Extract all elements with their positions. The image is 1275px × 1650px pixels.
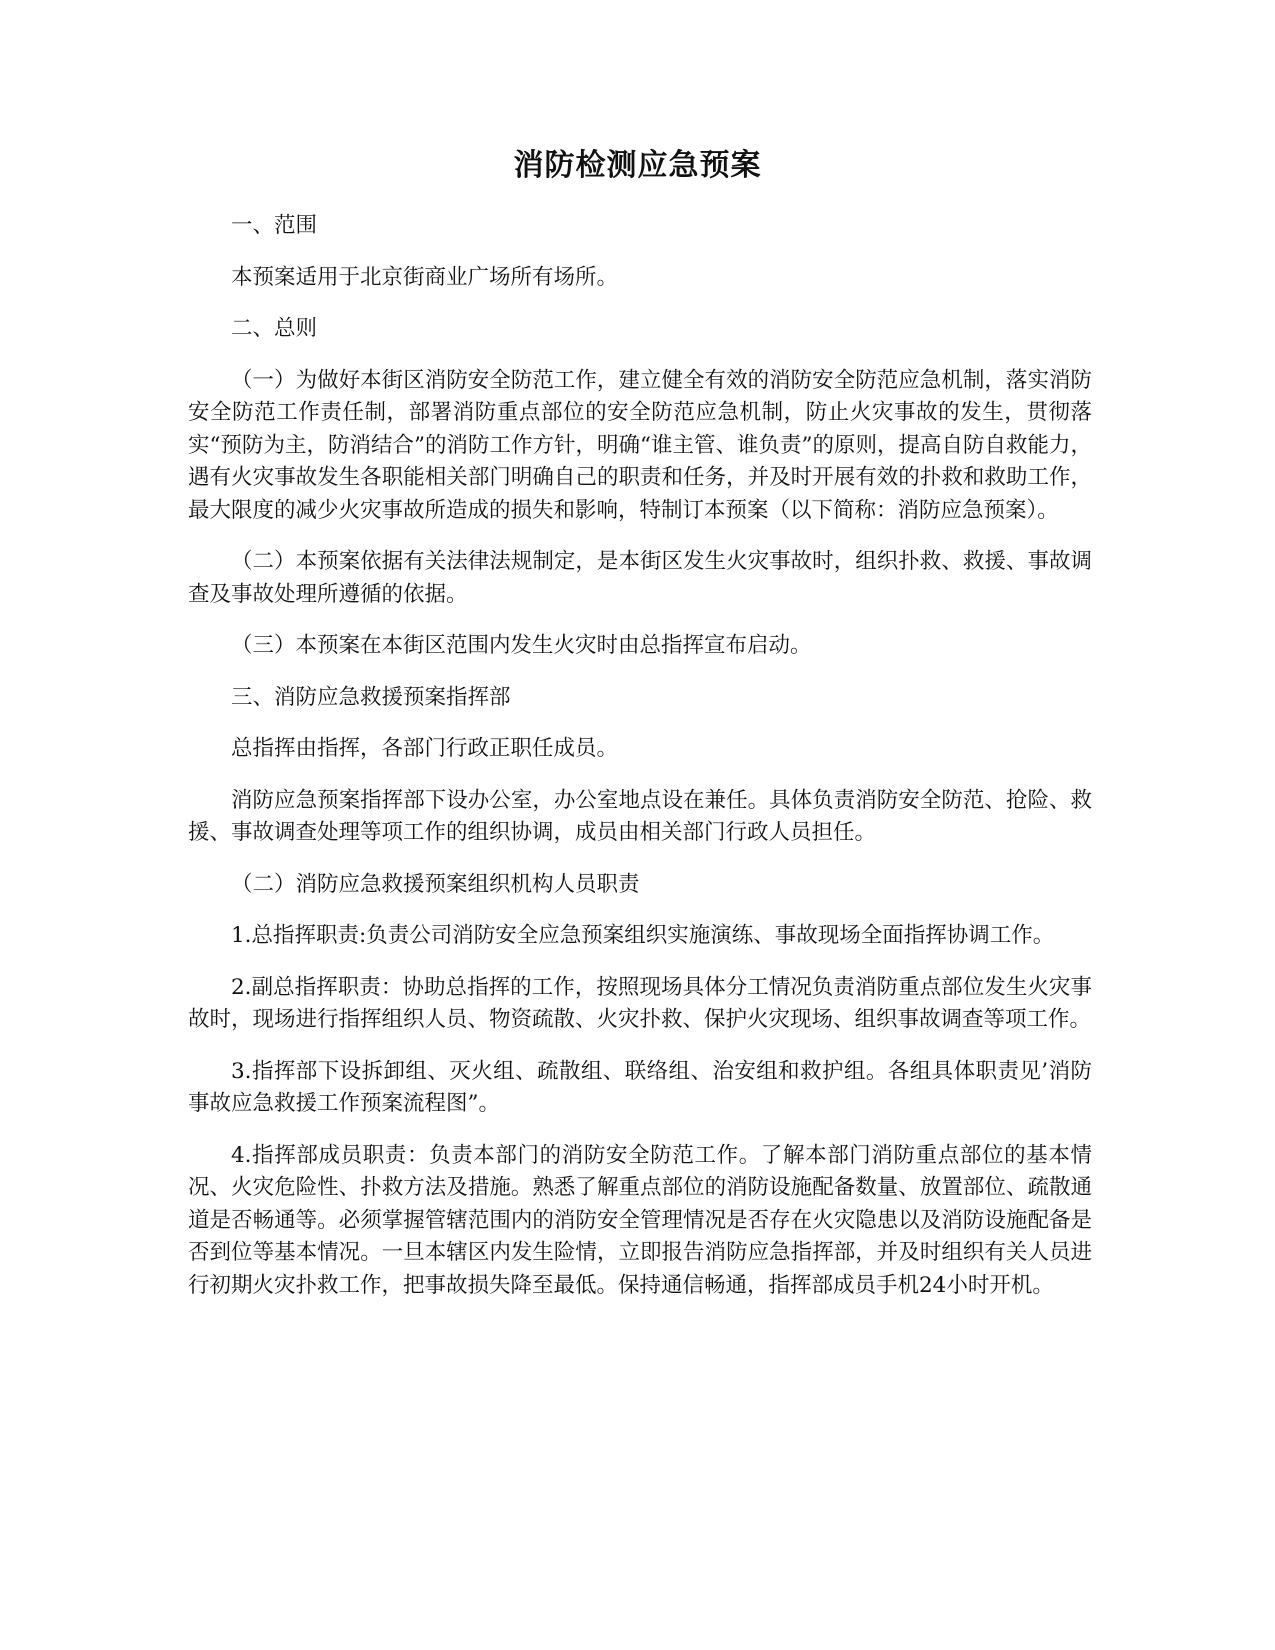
section-heading-command: 三、消防应急救援预案指挥部 bbox=[231, 684, 511, 710]
paragraph-duty-4: 4.指挥部成员职责：负责本部门的消防安全防范工作。了解本部门消防重点部位的基本情况、火灾危险性、扑救方法及措施。熟悉了解重点部位的消防设施配备数量、放置部位、疏散通道是否畅通等。必须掌握管辖范围内的消防安全管理情况是否存在火灾隐患以及消防设施配备是否到位等基本情况。一旦本辖区内发生险情，立即报告消防应急指挥部，并及时组织有关人员进行初期火灾扑救工作，把事故损失降至最低。保持通信畅通，指挥部成员手机24小时开机。 bbox=[188, 1142, 1092, 1298]
paragraph-command-1: 总指挥由指挥，各部门行政正职任成员。 bbox=[231, 736, 619, 761]
document-body bbox=[188, 210, 1092, 1321]
paragraph-general-3: （三）本预案在本街区范围内发生火灾时由总指挥宣布启动。 bbox=[231, 633, 812, 658]
section-heading-scope: 一、范围 bbox=[231, 213, 318, 238]
section-heading-general: 二、总则 bbox=[231, 316, 318, 341]
document-title: 消防检测应急预案 bbox=[513, 148, 762, 183]
paragraph-general-1: （一）为做好本街区消防安全防范工作，建立健全有效的消防安全防范应急机制，落实消防安全防范工作责任制，部署消防重点部位的安全防范应急机制，防止火灾事故的发生，贯彻落实“预防为主，防消结合”的消防工作方针，明确“谁主管、谁负责”的原则，提高自防自救能力，遇有火灾事故发生各职能相关部门明确自己的职责和任务，并及时开展有效的扑救和救助工作，最大限度的减少火灾事故所造成的损失和影响，特制订本预案（以下简称：消防应急预案）。 bbox=[188, 367, 1092, 523]
paragraph-duty-3: 3.指挥部下设拆卸组、灭火组、疏散组、联络组、治安组和救护组。各组具体职责见’消防事故应急救援工作预案流程图”。 bbox=[188, 1058, 1092, 1116]
paragraph-scope: 本预案适用于北京街商业广场所有场所。 bbox=[231, 264, 619, 290]
paragraph-duty-1: 1.总指挥职责:负责公司消防安全应急预案组织实施演练、事故现场全面指挥协调工作。 bbox=[231, 923, 1055, 948]
subsection-heading-duties: （二）消防应急救援预案组织机构人员职责 bbox=[231, 871, 640, 897]
paragraph-duty-2: 2.副总指挥职责：协助总指挥的工作，按照现场具体分工情况负责消防重点部位发生火灾事故时，现场进行指挥组织人员、物资疏散、火灾扑救、保护火灾现场、组织事故调查等项工作。 bbox=[188, 974, 1092, 1032]
paragraph-command-2: 消防应急预案指挥部下设办公室，办公室地点设在兼任。具体负责消防安全防范、抢险、救援、事故调查处理等项工作的组织协调，成员由相关部门行政人员担任。 bbox=[188, 787, 1092, 845]
paragraph-general-2: （二）本预案依据有关法律法规制定，是本街区发生火灾事故时，组织扑救、救援、事故调查及事故处理所遵循的依据。 bbox=[188, 549, 1092, 607]
